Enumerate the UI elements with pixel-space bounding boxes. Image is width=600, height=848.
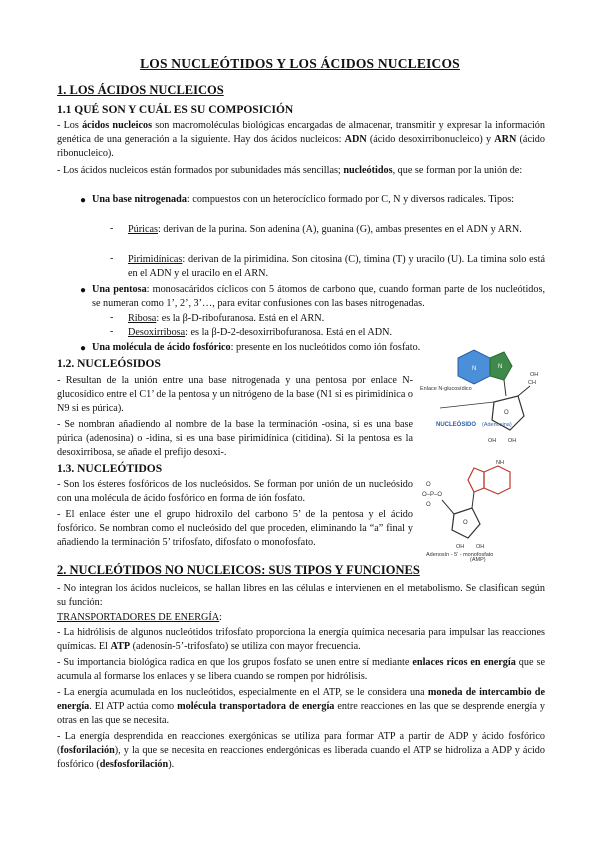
svg-text:OH: OH xyxy=(530,372,539,378)
nucleoside-label: NUCLEÓSIDO xyxy=(436,422,477,428)
list-item-puricas: Púricas: derivan de la purina. Son adenina (A), guanina (G), ambas presentes en el ADN y ARN. xyxy=(128,224,522,235)
list-item-pirimidinicas: Pirimidínicas: derivan de la pirimidina. Son citosina (C), timina (T) y uracilo (U). La timina solo está en el ADN y el uracilo en el ARN. xyxy=(128,254,545,279)
list-item-pentosa: Una pentosa: monosacáridos cíclicos con 5 átomos de carbono que, cuando forman parte de los nucleótidos, se numeran como 1’, 2’, 3’…, para evitar confusiones con las bases nitrogenadas. xyxy=(92,284,546,309)
nucleoside-sub: (Adenosina) xyxy=(482,422,512,428)
dash-icon: - xyxy=(110,326,114,337)
bullet-icon: ● xyxy=(80,343,87,354)
dash-icon: - xyxy=(110,312,114,323)
svg-text:O–P–O: O–P–O xyxy=(422,492,443,498)
section-1-heading: 1. LOS ÁCIDOS NUCLEICOS xyxy=(57,83,224,97)
svg-text:OH: OH xyxy=(476,544,485,550)
svg-text:O: O xyxy=(426,482,431,488)
paragraph-nucleosidos-nombre: - Se nombran añadiendo al nombre de la base la terminación -osina, si es una base púrica (adenosina) o -idina, si es una base pirimidínica (citidina). Si la pentosa es la desoxirribosa, se añade el prefijo desoxi-. xyxy=(57,419,413,458)
list-item-ribosa: Ribosa: es la β-D-ribofuranosa. Está en el ARN. xyxy=(128,313,325,324)
paragraph-importancia: - Su importancia biológica radica en que los grupos fosfato se unen entre sí mediante enlaces ricos en energía que se acumula al formarse los enlaces y se libera cuando se rompen por hidrólisis. xyxy=(57,657,545,682)
svg-text:O: O xyxy=(463,520,468,526)
section-1-1-heading: 1.1 QUÉ SON Y CUÁL ES SU COMPOSICIÓN xyxy=(57,104,294,116)
paragraph-nucleotidos-esteres: - Son los ésteres fosfóricos de los nucleósidos. Se forman por unión de un nucleósido con una molécula de ácido fosfórico en forma de ión fosfato. xyxy=(57,479,413,504)
section-1-2-heading: 1.2. NUCLEÓSIDOS xyxy=(57,358,161,370)
nucleoside-figure xyxy=(418,346,548,450)
svg-text:CH: CH xyxy=(528,380,536,386)
section-2-heading: 2. NUCLEÓTIDOS NO NUCLEICOS: SUS TIPOS Y FUNCIONES xyxy=(57,563,420,577)
paragraph-acidos-nucleicos: - Los ácidos nucleicos son macromoléculas biológicas encargadas de almacenar, transmitir y expresar la información genética de una generación a la siguiente. Hay dos ácidos nucleicos: ADN (ácido desoxirribonucleico) y ARN (ácido ribonucleico). xyxy=(57,120,545,159)
subheading-transportadores: TRANSPORTADORES DE ENERGÍA: xyxy=(57,612,222,623)
paragraph-moneda: - La energía acumulada en los nucleótidos, especialmente en el ATP, se le considera una moneda de intercambio de energía. El ATP actúa como molécula transportadora de energía entre reacciones en las que se desprende energía y otras en las que se necesita. xyxy=(57,687,545,726)
dash-icon: - xyxy=(110,253,114,264)
list-item-acido-fosforico: Una molécula de ácido fosfórico: presente en los nucleótidos como ión fosfato. xyxy=(92,342,421,353)
bullet-icon: ● xyxy=(80,195,87,206)
svg-text:N: N xyxy=(472,366,477,372)
paragraph-nucleotidos-formacion: - Los ácidos nucleicos están formados por subunidades más sencillas; nucleótidos, que se forman por la unión de: xyxy=(57,165,523,176)
document-title: LOS NUCLEÓTIDOS Y LOS ÁCIDOS NUCLEICOS xyxy=(140,56,460,71)
paragraph-nucleotidos-enlace: - El enlace éster une el grupo hidroxilo del carbono 5’ de la pentosa y el ácido fosfórico. Se nombran como el nucleósido del que proceden, eliminando la “a” final y añadiendo la terminación 5’ trifosfato, difosfato o monofosfato. xyxy=(57,509,413,548)
nucleotide-abbrev: (AMP) xyxy=(470,557,486,563)
paragraph-no-nucleicos: - No integran los ácidos nucleicos, se hallan libres en las células e intervienen en el metabolismo. Se clasifican según su función: xyxy=(57,583,545,608)
svg-text:OH: OH xyxy=(508,438,517,444)
nucleotide-figure xyxy=(418,456,548,560)
bullet-icon: ● xyxy=(80,285,87,296)
paragraph-hidrolisis: - La hidrólisis de algunos nucleótidos trifosfato proporciona la energía química necesaria para impulsar las reacciones químicas. El ATP (adenosín-5’-trifosfato) se utiliza con mayor frecuencia. xyxy=(57,627,545,652)
dash-icon: - xyxy=(110,223,114,234)
svg-text:OH: OH xyxy=(456,544,465,550)
list-item-desoxirribosa: Desoxirribosa: es la β-D-2-desoxirribofuranosa. Está en el ADN. xyxy=(128,327,393,338)
section-1-3-heading: 1.3. NUCLEÓTIDOS xyxy=(57,463,163,475)
svg-text:O: O xyxy=(426,502,431,508)
list-item-base-nitrogenada: Una base nitrogenada: compuestos con un heterocíclico formado por C, N y diversos radicales. Tipos: xyxy=(92,194,514,205)
svg-text:NH: NH xyxy=(496,460,504,466)
svg-text:O: O xyxy=(504,410,509,416)
nucleotide-label: Adenosín - 5’ - monofosfato xyxy=(426,552,494,558)
paragraph-fosforilacion: - La energía desprendida en reacciones exergónicas se utiliza para formar ATP a partir de ADP y ácido fosfórico (fosforilación), y la que se necesita en reacciones endergónicas es liberada cuando el ATP se hidroliza a ADP y ácido fosfórico (desfosforilación). xyxy=(57,731,545,770)
paragraph-nucleosidos-union: - Resultan de la unión entre una base nitrogenada y una pentosa por enlace N-glucosídico entre el C1’ de la pentosa y un nitrógeno de la base (N1 si es pirimidínica o N9 si es púrica). xyxy=(57,375,413,414)
bond-label: Enlace N-glucosídico xyxy=(420,386,472,392)
svg-text:OH: OH xyxy=(488,438,497,444)
svg-text:N: N xyxy=(498,364,503,370)
